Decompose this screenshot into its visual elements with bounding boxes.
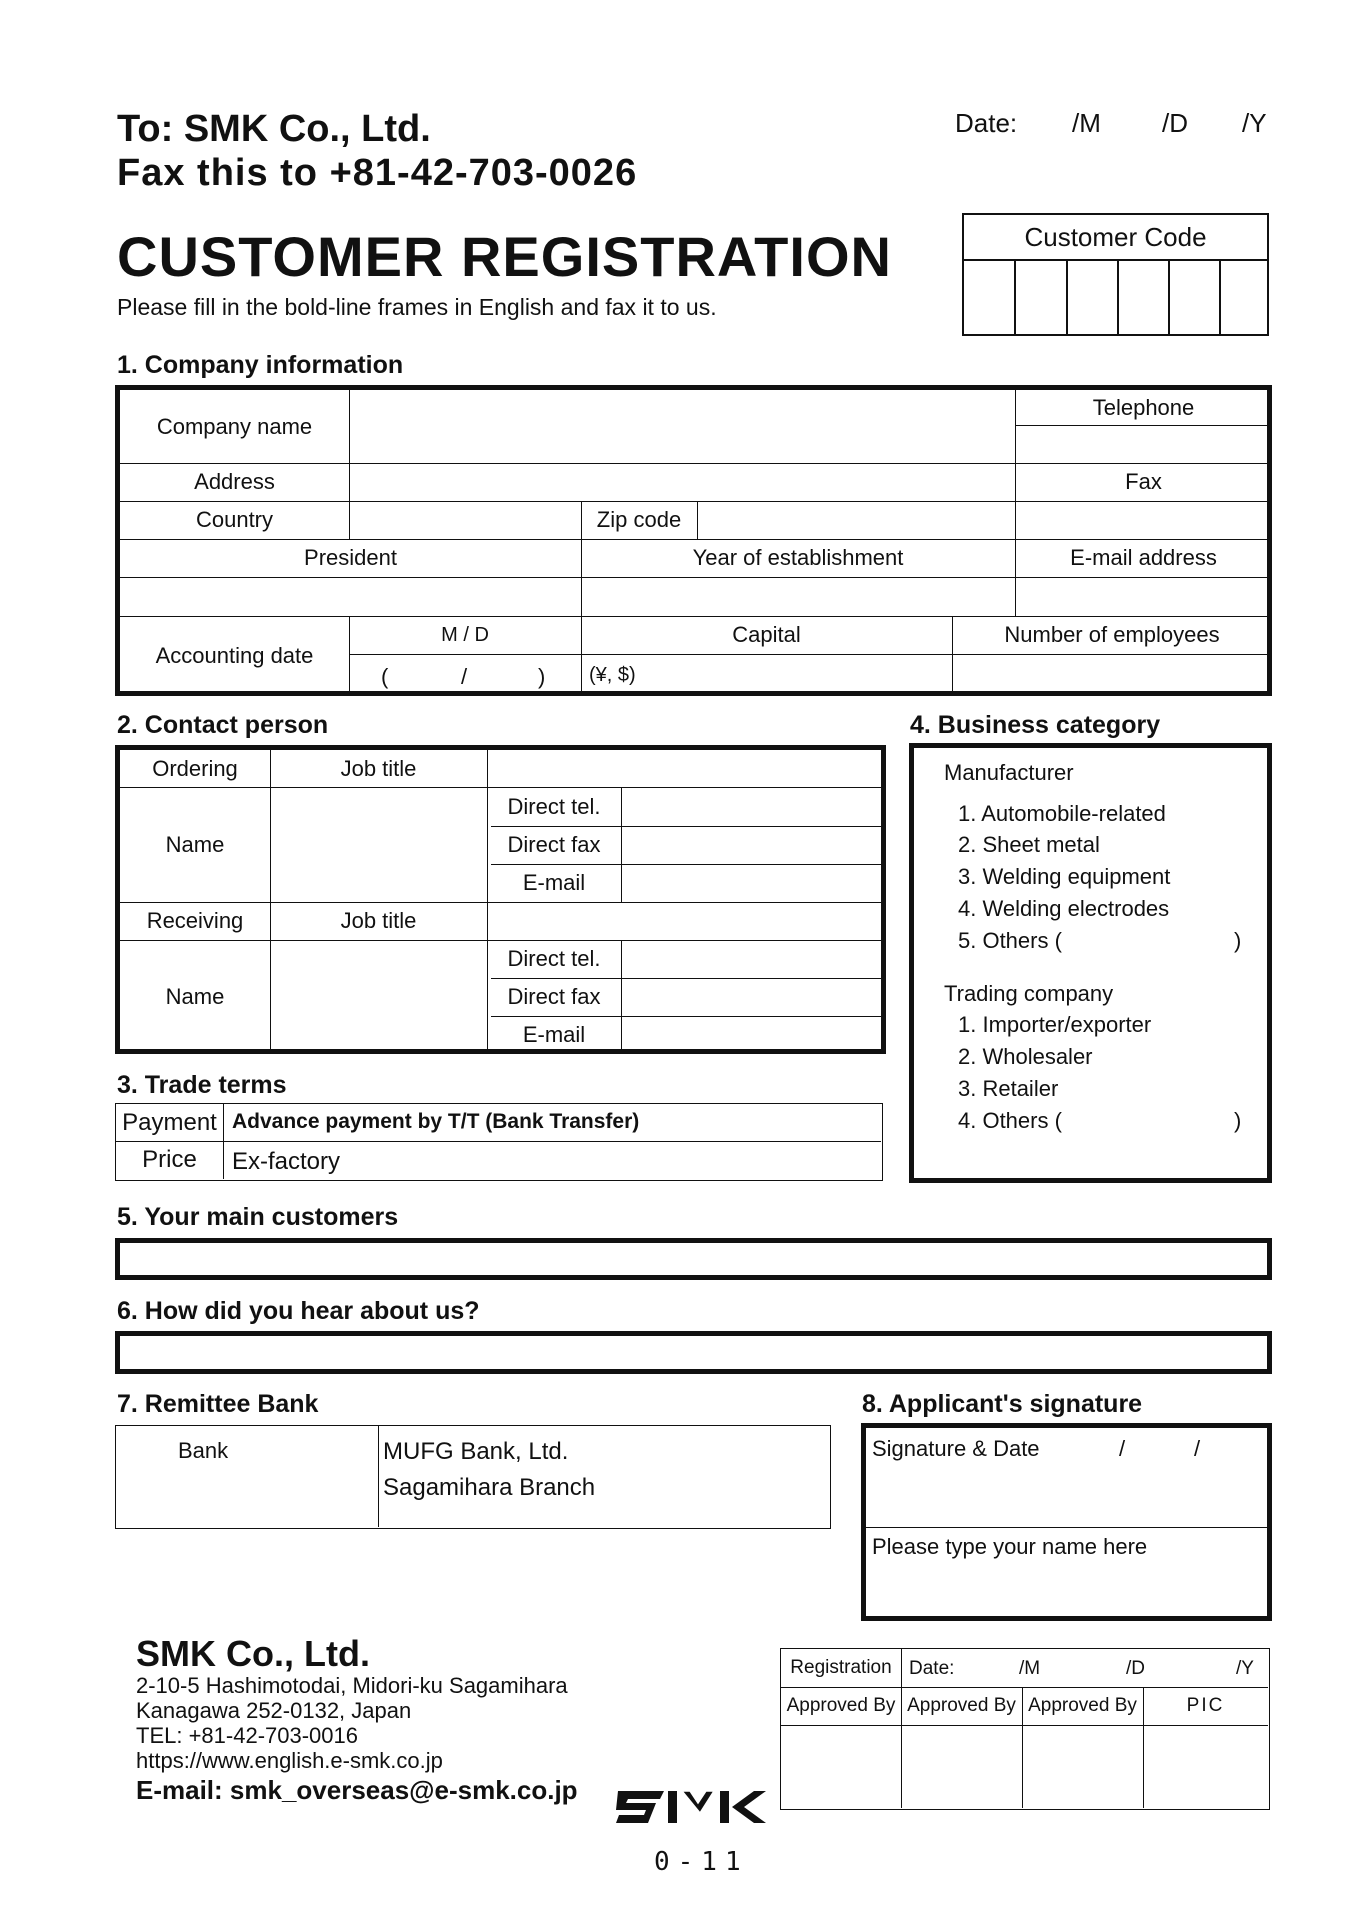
zip-code-field[interactable] (699, 503, 1013, 539)
contact-section-heading: 2. Contact person (117, 711, 329, 739)
ordering-job-title-label: Job title (340, 755, 417, 781)
page-title: CUSTOMER REGISTRATION (117, 225, 892, 288)
md-close-paren: ) (538, 664, 546, 689)
office-date-label: Date: (909, 1658, 955, 1679)
ordering-direct-fax-field[interactable] (623, 828, 886, 864)
customer-code-box (962, 213, 1269, 336)
receiving-direct-fax-label: Direct fax (507, 984, 601, 1009)
capital-label: Capital (732, 622, 801, 647)
smk-logo (616, 1785, 766, 1827)
hear-about-us-field[interactable] (115, 1331, 1272, 1374)
trading-item-2[interactable]: 2. Wholesaler (958, 1044, 1093, 1069)
date-month: /M (1072, 108, 1101, 138)
trading-item-3[interactable]: 3. Retailer (958, 1076, 1059, 1101)
approved-by-3-label: Approved By (1028, 1695, 1137, 1716)
receiving-name-field[interactable] (272, 942, 485, 1054)
trading-others-close: ) (1234, 1108, 1242, 1133)
trade-terms-table (115, 1103, 883, 1181)
business-section-heading: 4. Business category (910, 711, 1161, 739)
year-of-establishment-label: Year of establishment (692, 545, 904, 570)
footer-company: SMK Co., Ltd. (136, 1633, 370, 1674)
zip-code-label: Zip code (596, 507, 682, 532)
employees-label: Number of employees (1004, 622, 1220, 647)
bank-branch: Sagamihara Branch (383, 1474, 596, 1501)
year-of-establishment-field[interactable] (583, 579, 1013, 616)
receiving-label: Receiving (146, 908, 244, 933)
hear-section-heading: 6. How did you hear about us? (117, 1297, 480, 1325)
receiving-name-label: Name (165, 984, 225, 1009)
president-field[interactable] (120, 579, 579, 616)
registration-label: Registration (790, 1657, 892, 1678)
footer-email: E-mail: smk_overseas@e-smk.co.jp (136, 1775, 578, 1805)
employees-field[interactable] (954, 656, 1272, 696)
country-field[interactable] (351, 503, 579, 539)
office-use-table (780, 1648, 1270, 1810)
accounting-date-field[interactable] (351, 656, 579, 696)
address-field[interactable] (351, 465, 1013, 501)
office-date-m: /M (1019, 1658, 1041, 1679)
manufacturer-item-5[interactable]: 5. Others ( (958, 928, 1062, 953)
customer-code-digit-6[interactable] (1221, 261, 1267, 334)
address-label: Address (194, 469, 275, 494)
email-address-label: E-mail address (1070, 545, 1217, 570)
trading-item-4[interactable]: 4. Others ( (958, 1108, 1062, 1133)
md-slash: / (461, 664, 468, 689)
signature-date-slash-1: / (1119, 1436, 1126, 1461)
footer-website-link[interactable]: https://www.english.e-smk.co.jp (136, 1748, 443, 1773)
office-date-d: /D (1126, 1658, 1145, 1679)
footer-tel: TEL: +81-42-703-0016 (136, 1723, 358, 1748)
receiving-email-label: E-mail (522, 1022, 586, 1047)
office-date-y: /Y (1236, 1658, 1254, 1679)
receiving-direct-tel-field[interactable] (623, 942, 886, 978)
trade-section-heading: 3. Trade terms (117, 1071, 287, 1099)
manufacturer-others-close: ) (1234, 928, 1242, 953)
capital-currency: (¥, $) (589, 664, 636, 686)
capital-field[interactable] (583, 656, 950, 696)
customer-code-label: Customer Code (1024, 221, 1207, 252)
customer-code-digit-1[interactable] (964, 261, 1014, 334)
fax-field[interactable] (1017, 503, 1272, 539)
company-section-heading: 1. Company information (117, 351, 404, 379)
footer-address-1: 2-10-5 Hashimotodai, Midori-ku Sagamihara (136, 1673, 568, 1698)
price-value: Ex-factory (232, 1148, 341, 1175)
bank-label: Bank (178, 1438, 229, 1463)
md-label: M / D (441, 623, 489, 646)
manufacturer-item-2[interactable]: 2. Sheet metal (958, 832, 1100, 857)
date-year: /Y (1242, 108, 1267, 138)
company-name-field[interactable] (351, 390, 1013, 463)
type-name-field[interactable] (866, 1564, 1272, 1621)
pic-label: PIC (1186, 1695, 1225, 1716)
pic-stamp[interactable] (1145, 1727, 1268, 1808)
signature-section-heading: 8. Applicant's signature (862, 1390, 1143, 1418)
manufacturer-label: Manufacturer (944, 760, 1074, 785)
country-label: Country (195, 507, 274, 532)
manufacturer-item-3[interactable]: 3. Welding equipment (958, 864, 1171, 889)
fax-label: Fax (1125, 469, 1162, 494)
company-name-label: Company name (156, 413, 313, 439)
manufacturer-item-4[interactable]: 4. Welding electrodes (958, 896, 1170, 921)
receiving-direct-fax-field[interactable] (623, 980, 886, 1016)
approved-by-1-stamp[interactable] (781, 1727, 900, 1808)
receiving-email-field[interactable] (623, 1018, 886, 1054)
date-label: Date: (955, 108, 1018, 138)
bank-table (115, 1425, 831, 1529)
telephone-field[interactable] (1017, 427, 1272, 463)
payment-label: Payment (122, 1108, 217, 1136)
manufacturer-item-1[interactable]: 1. Automobile-related (958, 801, 1166, 826)
ordering-email-label: E-mail (522, 870, 586, 895)
company-info-table (115, 385, 1272, 696)
main-customers-field[interactable] (115, 1238, 1272, 1280)
md-open-paren: ( (381, 664, 389, 689)
receiving-job-title-field[interactable] (489, 904, 886, 940)
customer-code-digit-3[interactable] (1068, 261, 1118, 334)
approved-by-1-label: Approved By (786, 1695, 896, 1716)
signature-date-slash-2: / (1194, 1436, 1201, 1461)
footer-address-2: Kanagawa 252-0132, Japan (136, 1698, 412, 1723)
bank-name: MUFG Bank, Ltd. (383, 1438, 569, 1465)
receiving-direct-tel-label: Direct tel. (507, 946, 601, 971)
accounting-date-label: Accounting date (155, 643, 314, 668)
receiving-job-title-label: Job title (340, 908, 417, 933)
fax-line: Fax this to +81-42-703-0026 (117, 152, 638, 194)
bank-section-heading: 7. Remittee Bank (117, 1390, 319, 1418)
type-name-label: Please type your name here (872, 1534, 1148, 1559)
signature-field[interactable] (866, 1464, 1272, 1526)
to-line: To: SMK Co., Ltd. (117, 108, 431, 150)
customer-code-digit-2[interactable] (1016, 261, 1066, 334)
approved-by-2-stamp[interactable] (903, 1727, 1021, 1808)
page-code: 0-11 (654, 1847, 749, 1877)
telephone-label: Telephone (1092, 394, 1195, 420)
email-address-field[interactable] (1017, 579, 1272, 616)
ordering-name-label: Name (165, 831, 225, 857)
customer-code-digit-4[interactable] (1119, 261, 1169, 334)
trading-item-1[interactable]: 1. Importer/exporter (958, 1012, 1152, 1037)
ordering-direct-tel-field[interactable] (623, 789, 886, 826)
approved-by-3-stamp[interactable] (1024, 1727, 1142, 1808)
ordering-direct-fax-label: Direct fax (507, 832, 601, 857)
ordering-direct-tel-label: Direct tel. (507, 793, 601, 819)
ordering-email-field[interactable] (623, 866, 886, 902)
price-label: Price (142, 1146, 197, 1173)
contact-table (115, 745, 886, 1054)
trading-label: Trading company (944, 981, 1114, 1006)
instructions: Please fill in the bold-line frames in English and fax it to us. (117, 294, 717, 320)
signature-date-label: Signature & Date (872, 1436, 1040, 1461)
customer-code-digit-5[interactable] (1170, 261, 1220, 334)
ordering-job-title-field[interactable] (489, 750, 886, 787)
approved-by-2-label: Approved By (907, 1695, 1016, 1716)
business-category-box (909, 743, 1272, 1183)
ordering-label: Ordering (152, 755, 238, 781)
president-label: President (304, 545, 397, 570)
signature-box (861, 1423, 1272, 1621)
payment-value: Advance payment by T/T (Bank Transfer) (232, 1110, 640, 1133)
ordering-name-field[interactable] (272, 789, 485, 902)
customers-section-heading: 5. Your main customers (117, 1203, 399, 1231)
date-day: /D (1162, 108, 1188, 138)
